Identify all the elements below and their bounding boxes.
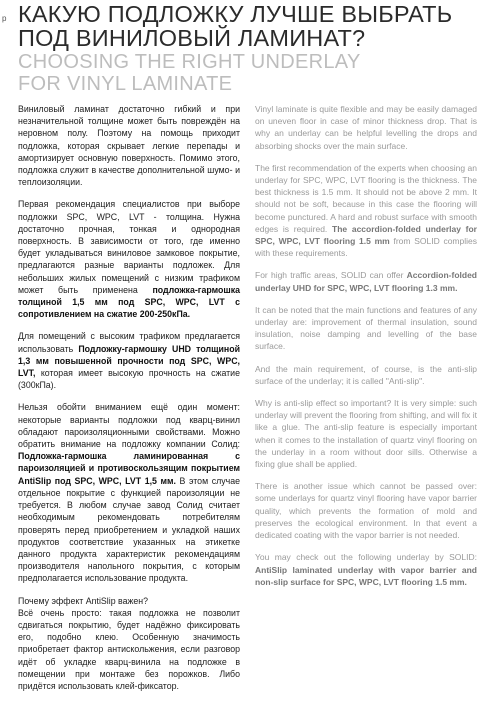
- en-paragraph-high-traffic: [255, 269, 477, 293]
- en-text: from SOLID complies with these requirements.: [255, 236, 477, 259]
- ru-text: Для помещений с высоким трафиком предлагается использовать: [18, 331, 240, 354]
- ru-text: Первая рекомендация специалистов при выборе подложки SPC, WPC, LVT - толщина. Нужна достаточно прочная, тонкая и однородная поверхность. В зависимости от того, где именно будет укладываться виниловое замковое покрытие, предлагаются разные варианты подложек. Для небольших жилых помещений с низким трафиком может быть применена: [18, 199, 240, 295]
- title-russian-line-1: КАКУЮ ПОДЛОЖКУ ЛУЧШЕ ВЫБРАТЬ: [18, 1, 453, 27]
- en-paragraph-recommendation: [255, 551, 477, 588]
- ru-product-antislip-underlay: Подложка-гармошка ламинированная с пароизоляцией и противоскользящим покрытием AntiSlip под SPC, WPC, LVT 1,5 мм.: [18, 451, 240, 486]
- en-paragraph-vapor-barrier: There is another issue which cannot be passed over: some underlays for quartz vinyl flooring have vapor barrier quality, which prevents the formation of mold and preserves the ecological environment. In that event a dedicated coating with the vapor barrier is not needed.: [255, 481, 477, 541]
- en-product-uhd-underlay: Accordion-folded underlay UHD for SPC, WPC, LVT flooring 1.3 mm.: [255, 270, 477, 293]
- en-text: You may check out the following underlay by SOLID:: [255, 552, 477, 563]
- page-header: [18, 2, 478, 94]
- ru-text: Нельзя обойти вниманием ещё один момент: некоторые варианты подложки под кварц-винил обладают пароизоляционными свойствами. Можно обратить внимание на подложку компании Солид:: [18, 402, 240, 450]
- ru-paragraph-vapor-barrier: [18, 401, 240, 584]
- en-paragraph-functions: It can be noted that the main functions and features of any underlay are: improvement of thermal insulation, sound insulation, noise damping and levelling of the base surface.: [255, 304, 477, 352]
- en-paragraph-thickness: [255, 162, 477, 260]
- title-russian-line-2: ПОД ВИНИЛОВЫЙ ЛАМИНАТ?: [18, 25, 366, 51]
- ru-paragraph-antislip: [18, 595, 240, 693]
- en-text: The first recommendation of the experts when choosing an underlay for SPC, WPC, LVT flooring is the thickness. The best thickness is 1.5 mm. It should not be above 2 mm. It should not be soft, because in this case the flooring will become punctured. A hard and robust surface with smooth edges is required.: [255, 162, 477, 234]
- ru-subheading-antislip: Почему эффект AntiSlip важен?: [18, 595, 149, 606]
- en-text: For high traffic areas, SOLID can offer: [255, 270, 407, 281]
- ru-text: В этом случае отдельное покрытие с функцией пароизоляции не требуется. В любом случае завод Солид считает необходимым рекомендовать потребителям проверять перед приобретением и укладкой наших продуктов соответствие указанных на этикетке данного продукта характеристик рекомендациям производителя напольного покрытия, с которым предполагается использование продукта.: [18, 475, 240, 584]
- en-paragraph-intro: Vinyl laminate is quite flexible and may be easily damaged on uneven floor in case of minor thickness drop. That is why an underlay can be helpful levelling the drops and absorbing shocks over the main surface.: [255, 104, 477, 151]
- title-english-line-1: CHOOSING THE RIGHT UNDERLAY: [18, 51, 361, 73]
- en-product-antislip-underlay: AntiSlip laminated underlay with vapor barrier and non-slip surface for SPC, WPC, LVT flooring 1.5 mm.: [255, 564, 477, 587]
- en-product-accordion-underlay: The accordion-folded underlay for SPC, WPC, LVT flooring 1.5 mm: [255, 223, 477, 247]
- english-column: [255, 103, 477, 598]
- ru-paragraph-thickness: [18, 198, 240, 320]
- page-number: p: [2, 14, 7, 23]
- ru-text: которая имеет высокую прочность на сжатие (300кПа).: [18, 368, 240, 391]
- ru-paragraph-high-traffic: [18, 330, 240, 391]
- ru-product-accordion-underlay: подложка-гармошка толщиной 1,5 мм под SPC, WPC, LVT с сопротивлением на сжатие 200-250кПа.: [18, 284, 240, 320]
- title-english-line-2: FOR VINYL LAMINATE: [18, 73, 233, 95]
- en-paragraph-requirement: And the main requirement, of course, is the anti-slip surface of the underlay; it is called "Anti-slip".: [255, 363, 477, 386]
- en-paragraph-antislip: Why is anti-slip effect so important? It is very simple: such underlay will prevent the flooring from shifting, and will fix it like a glue. The anti-slip feature is especially important when it comes to the installation of quartz vinyl flooring on the underlay in a room without door sills. Otherwise a fixing glue shall be applied.: [255, 398, 477, 470]
- ru-product-uhd-underlay: Подложку-гармошку UHD толщиной 1,3 мм повышенной прочности под SPC, WPC, LVT,: [18, 343, 240, 379]
- ru-text: Всё очень просто: такая подложка не позволит сдвигаться покрытию, будет надёжно фиксировать его, подобно клею. Особенную значимость приобретает фактор антискольжения, если разговор идёт об укладке кварц-винила на подложке в помещении при монтаже без порожков. Либо придётся использовать клей-фиксатор.: [18, 607, 240, 691]
- ru-paragraph-intro: Виниловый ламинат достаточно гибкий и при незначительной толщине может быть повреждён на неровном полу. Поэтому на помощь приходит подложка, которая скрывает легкие перепады и амортизирует основную поверхность. Помимо этого, подложка служит в качестве дополнительной шумо- и теплоизоляции.: [18, 104, 240, 188]
- russian-column: [18, 103, 240, 702]
